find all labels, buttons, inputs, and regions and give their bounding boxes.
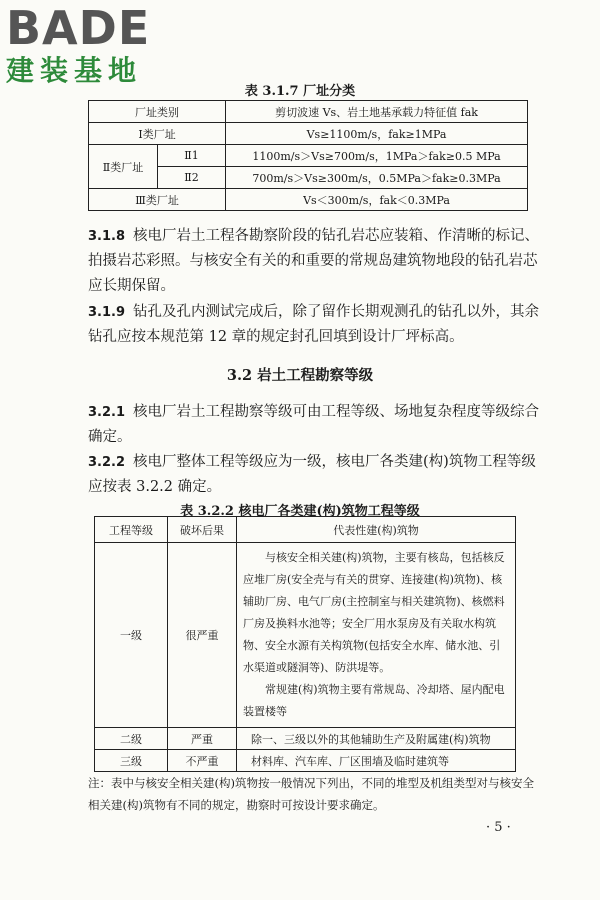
table1-cell-category: Ⅰ类厂址 xyxy=(89,123,226,145)
page-number: · 5 · xyxy=(486,820,511,835)
table1-header-criteria: 剪切波速 Vs、岩土地基承载力特征值 fak xyxy=(226,101,528,123)
table1-cell-value: Vs＜300m/s，fak＜0.3MPa xyxy=(226,189,528,211)
site-classification-table xyxy=(88,100,528,211)
clause-number: 3.1.8 xyxy=(88,229,126,244)
table-row xyxy=(89,123,528,145)
table2-header-consequence: 破坏后果 xyxy=(168,517,237,543)
table1-cell-category: Ⅱ类厂址 xyxy=(89,145,158,189)
clause-number: 3.2.1 xyxy=(88,405,126,420)
clause-text: 钻孔及孔内测试完成后，除了留作长期观测孔的钻孔以外，其余钻孔应按本规范第 12 章的规定封孔回填到设计厂坪标高。 xyxy=(88,304,540,345)
table1-cell-value: 700m/s＞Vs≥300m/s，0.5MPa＞fak≥0.3MPa xyxy=(226,167,528,189)
table1-header-category: 厂址类别 xyxy=(89,101,226,123)
clause-number: 3.1.9 xyxy=(88,305,126,320)
table2-cell-consequence: 不严重 xyxy=(168,750,237,772)
table2-cell-buildings: 材料库、汽车库、厂区围墙及临时建筑等 xyxy=(237,750,516,772)
clause-text: 核电厂岩土工程勘察等级可由工程等级、场地复杂程度等级综合确定。 xyxy=(88,404,540,445)
table-row xyxy=(89,145,528,167)
table2-cell-buildings xyxy=(237,543,516,728)
table1-cell-value: 1100m/s＞Vs≥700m/s，1MPa＞fak≥0.5 MPa xyxy=(226,145,528,167)
paragraph-3-1-8 xyxy=(88,224,540,299)
paragraph-3-1-9 xyxy=(88,300,540,350)
table2-buildings-text: 与核安全相关建(构)筑物，主要有核岛，包括核反应堆厂房(安全壳与有关的贯穿、连接建(构)筑物)、核辅助厂房、电气厂房(主控制室与相关建筑物)、核燃料厂房及换料水池等；安全厂用水泵房及有关取水构筑物、安全水源有关构筑物(包括安全水库、储水池、引水渠道或隧洞等)、防洪堤等。 xyxy=(243,551,505,674)
table2-cell-grade: 二级 xyxy=(95,728,168,750)
table-row xyxy=(95,728,516,750)
paragraph-3-2-2 xyxy=(88,450,540,500)
table2-cell-grade: 三级 xyxy=(95,750,168,772)
table1-cell-category: Ⅲ类厂址 xyxy=(89,189,226,211)
table2-buildings-text: 常规建(构)筑物主要有常规岛、冷却塔、屋内配电装置楼等 xyxy=(243,683,505,718)
table-row xyxy=(95,543,516,728)
table-row xyxy=(89,189,528,211)
logo xyxy=(6,1,151,88)
paragraph-3-2-1 xyxy=(88,400,540,450)
table2-header-buildings: 代表性建(构)筑物 xyxy=(237,517,516,543)
table2-header-grade: 工程等级 xyxy=(95,517,168,543)
table1-caption: 表 3.1.7 厂址分类 xyxy=(244,84,356,99)
clause-number: 3.2.2 xyxy=(88,455,126,470)
building-grade-table xyxy=(94,516,516,772)
table1-cell-value: Vs≥1100m/s，fak≥1MPa xyxy=(226,123,528,145)
table2-cell-buildings: 除一、三级以外的其他辅助生产及附属建(构)筑物 xyxy=(237,728,516,750)
table2-caption: 表 3.2.2 核电厂各类建(构)筑物工程等级 xyxy=(180,504,420,519)
logo-main-text: BADE xyxy=(6,1,151,55)
table2-cell-grade: 一级 xyxy=(95,543,168,728)
section-heading: 3.2 岩土工程勘察等级 xyxy=(226,367,374,384)
table-note: 注：表中与核安全相关建(构)筑物按一般情况下列出，不同的堆型及机组类型对与核安全相关建(构)筑物有不同的规定，勘察时可按设计要求确定。 xyxy=(88,776,534,812)
table2-cell-consequence: 严重 xyxy=(168,728,237,750)
logo-sub-text: 建装基地 xyxy=(6,54,143,87)
clause-text: 核电厂岩土工程各勘察阶段的钻孔岩芯应装箱、作清晰的标记、拍摄岩芯彩照。与核安全有关的和重要的常规岛建筑物地段的钻孔岩芯应长期保留。 xyxy=(88,228,540,294)
table1-cell-subcategory: Ⅱ1 xyxy=(158,145,226,167)
table-row xyxy=(95,750,516,772)
table1-cell-subcategory: Ⅱ2 xyxy=(158,167,226,189)
clause-text: 核电厂整体工程等级应为一级，核电厂各类建(构)筑物工程等级应按表 3.2.2 确定。 xyxy=(88,454,536,495)
table2-cell-consequence: 很严重 xyxy=(168,543,237,728)
